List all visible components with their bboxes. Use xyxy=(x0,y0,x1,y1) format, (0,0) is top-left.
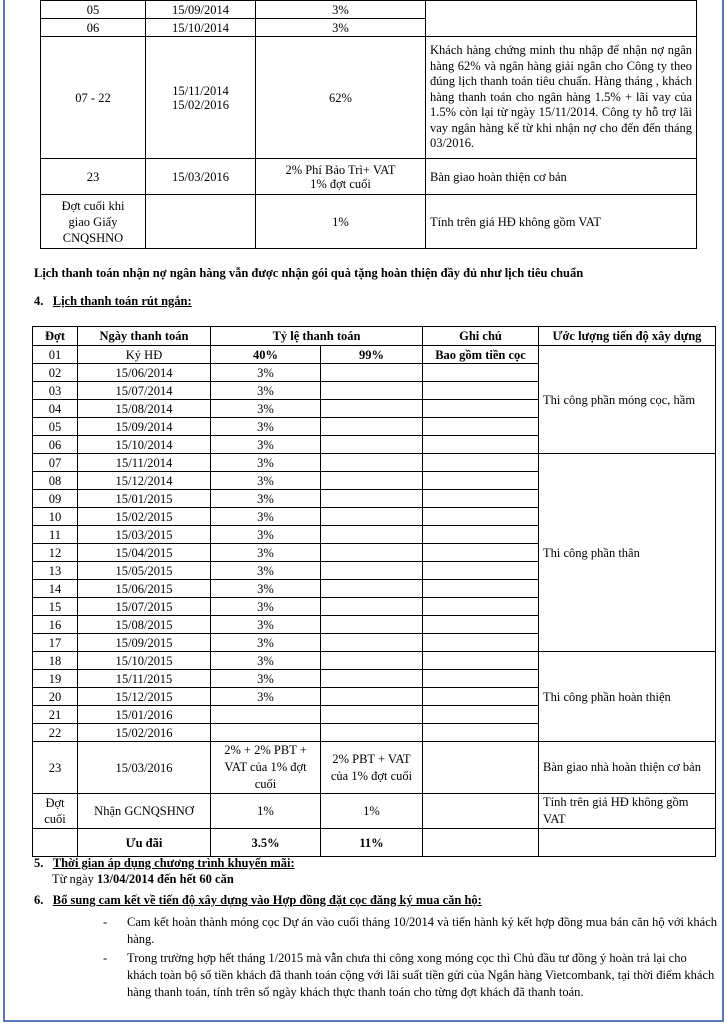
progress-body: Thi công phần thân xyxy=(539,454,716,652)
table-total-row: Ưu đãi 3.5% 11% xyxy=(33,829,716,857)
table-row: 23 15/03/2016 2% + 2% PBT + VAT của 1% đợt cuối 2% PBT + VAT của 1% đợt cuối Bàn giao nhà hoàn thiện cơ bản xyxy=(33,742,716,794)
progress-finishing: Thi công phần hoàn thiện xyxy=(539,652,716,742)
table-row: 23 15/03/2016 2% Phí Bảo Trì+ VAT 1% đợt cuối Bàn giao hoàn thiện cơ bản xyxy=(41,159,697,195)
table-row: 19 15/11/2015 3% xyxy=(33,670,716,688)
table-row: 21 15/01/2016 xyxy=(33,706,716,724)
shortened-schedule-table xyxy=(32,326,716,857)
promo-period: Từ ngày 13/04/2014 đến hết 60 căn xyxy=(52,872,234,886)
table-row: 16 15/08/2015 3% xyxy=(33,616,716,634)
table-row: 18 15/10/2015 3% Thi công phần hoàn thiện xyxy=(33,652,716,670)
table-row: 07 - 22 15/11/2014 15/02/2016 62% Khách hàng chứng minh thu nhập để nhận nợ ngân hàng 62% và ngân hàng giải ngân cho Công ty theo đúng lịch thanh toán tiêu chuẩn. Hàng tháng , khách hàng thanh toán cho ngân hàng 1.5% + lãi vay của 1.5% còn lại từ ngày 15/11/2014. Công ty hỗ trợ lãi vay ngân hàng kể từ khi nhận nợ cho đến đến tháng 03/2016. xyxy=(41,37,697,159)
table-row: 04 15/08/2014 3% xyxy=(33,400,716,418)
table-row: 06 15/10/2014 3% xyxy=(41,19,697,37)
table-row: Đợt cuối Nhận GCNQSHNƠ 1% 1% Tính trên giá HĐ không gồm VAT xyxy=(33,794,716,829)
table-row: 20 15/12/2015 3% xyxy=(33,688,716,706)
table-row: 06 15/10/2014 3% xyxy=(33,436,716,454)
table-row: 11 15/03/2015 3% xyxy=(33,526,716,544)
table-row: 08 15/12/2014 3% xyxy=(33,472,716,490)
table-header-row: Đợt Ngày thanh toán Tỷ lệ thanh toán Ghi chú Ước lượng tiến độ xây dựng xyxy=(33,327,716,346)
table-row: 17 15/09/2015 3% xyxy=(33,634,716,652)
commitment-bullet-2: - Trong trường hợp hết tháng 1/2015 mà vẫn chưa thi công xong móng cọc thì Chủ đầu tư đồng ý hoàn trả lại cho khách toàn bộ số tiền khách đã thanh toán cộng với lãi suất tiền gửi của Ngân hàng Vietcombank, tại thời điểm khách hàng thanh toán, tính trên số ngày khách thực thanh toán cho từng đợt khách đã thanh toán. xyxy=(103,951,715,999)
table-row: 07 15/11/2014 3% Thi công phần thân xyxy=(33,454,716,472)
table-row: 02 15/06/2014 3% xyxy=(33,364,716,382)
table-row: 14 15/06/2015 3% xyxy=(33,580,716,598)
table-row: 05 15/09/2014 3% xyxy=(41,1,697,19)
section-6-heading: 6. Bổ sung cam kết về tiến độ xây dựng vào Hợp đồng đặt cọc đăng ký mua căn hộ: xyxy=(34,893,482,907)
section-4-heading: 4. Lịch thanh toán rút ngắn: xyxy=(34,294,192,308)
table-row: 15 15/07/2015 3% xyxy=(33,598,716,616)
progress-foundation: Thi công phần móng cọc, hầm xyxy=(539,346,716,454)
table-row: 12 15/04/2015 3% xyxy=(33,544,716,562)
bank-note: Lịch thanh toán nhận nợ ngân hàng vẫn được nhận gói quà tặng hoàn thiện đầy đủ như lịch tiêu chuẩn xyxy=(34,266,584,280)
table-row: 09 15/01/2015 3% xyxy=(33,490,716,508)
standard-schedule-table xyxy=(40,0,697,249)
commitment-bullet-1: - Cam kết hoàn thành móng cọc Dự án vào cuối tháng 10/2014 và tiến hành ký kết hợp đồng mua bán căn hộ với khách hàng. xyxy=(103,915,717,946)
table-row: 03 15/07/2014 3% xyxy=(33,382,716,400)
table-row: 10 15/02/2015 3% xyxy=(33,508,716,526)
table-row: 05 15/09/2014 3% xyxy=(33,418,716,436)
section-5-heading: 5. Thời gian áp dụng chương trình khuyến mãi: xyxy=(34,856,295,870)
table-row: 01 Ký HĐ 40% 99% Bao gồm tiền cọc Thi công phần móng cọc, hầm xyxy=(33,346,716,364)
table-row: 13 15/05/2015 3% xyxy=(33,562,716,580)
table-row: Đợt cuối khi giao Giấy CNQSHNO 1% Tính trên giá HĐ không gồm VAT xyxy=(41,195,697,249)
table-row: 22 15/02/2016 xyxy=(33,724,716,742)
